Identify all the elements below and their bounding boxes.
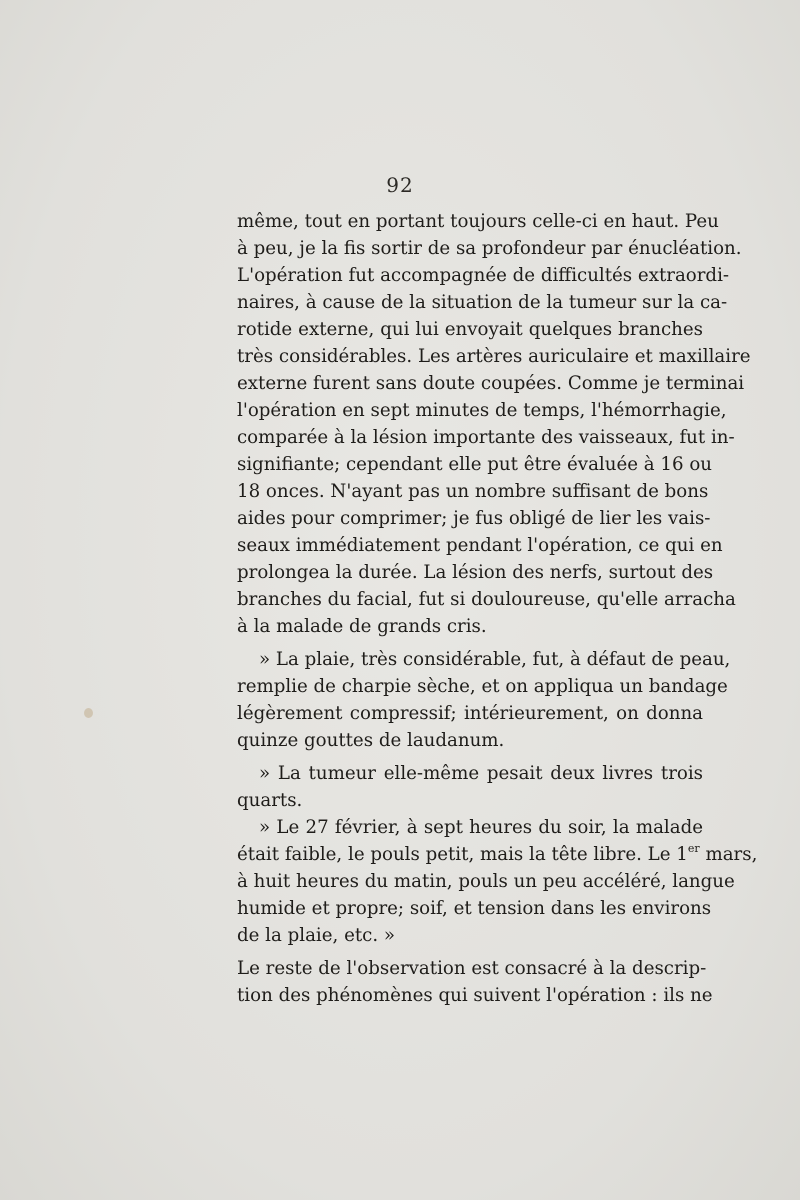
text-line: signifiante; cependant elle put être évaluée à 16 ou xyxy=(237,454,712,475)
text-line xyxy=(237,841,758,868)
text-line: à la malade de grands cris. xyxy=(237,616,487,637)
text-line: naires, à cause de la situation de la tumeur sur la ca- xyxy=(237,292,728,313)
text-line: rotide externe, qui lui envoyait quelques branches xyxy=(237,319,703,340)
text-line: 18 onces. N'ayant pas un nombre suffisant de bons xyxy=(237,481,709,502)
ink-spot xyxy=(84,708,93,718)
text-line: à huit heures du matin, pouls un peu accéléré, langue xyxy=(237,871,735,892)
text-line: » La plaie, très considérable, fut, à défaut de peau, xyxy=(259,649,731,670)
text-line: quarts. xyxy=(237,790,303,811)
text-line: Le reste de l'observation est consacré à la descrip- xyxy=(237,958,707,979)
text-segment: mars, xyxy=(699,844,758,865)
text-line: l'opération en sept minutes de temps, l'hémorrhagie, xyxy=(237,400,727,421)
text-line: » Le 27 février, à sept heures du soir, la malade xyxy=(259,817,703,838)
text-line: prolongea la durée. La lésion des nerfs, surtout des xyxy=(237,562,714,583)
text-line: quinze gouttes de laudanum. xyxy=(237,730,505,751)
text-line: même, tout en portant toujours celle-ci en haut. Peu xyxy=(237,211,719,232)
text-line: de la plaie, etc. » xyxy=(237,925,396,946)
page-number: 92 xyxy=(386,173,414,197)
text-line: seaux immédiatement pendant l'opération, ce qui en xyxy=(237,535,723,556)
text-line: comparée à la lésion importante des vaisseaux, fut in- xyxy=(237,427,735,448)
text-line: humide et propre; soif, et tension dans les environs xyxy=(237,898,712,919)
text-line: aides pour comprimer; je fus obligé de lier les vais- xyxy=(237,508,711,529)
text-line: légèrement compressif; intérieurement, on donna xyxy=(237,703,703,724)
body-text xyxy=(237,208,758,1009)
text-line: tion des phénomènes qui suivent l'opération : ils ne xyxy=(237,985,713,1006)
text-line: externe furent sans doute coupées. Comme je terminai xyxy=(237,373,745,394)
text-line: » La tumeur elle-même pesait deux livres trois xyxy=(259,763,703,784)
text-line: très considérables. Les artères auriculaire et maxillaire xyxy=(237,346,751,367)
text-segment: était faible, le pouls petit, mais la tête libre. Le 1 xyxy=(237,844,688,865)
text-line: branches du facial, fut si douloureuse, qu'elle arracha xyxy=(237,589,736,610)
superscript: er xyxy=(687,842,700,855)
text-line: remplie de charpie sèche, et on appliqua un bandage xyxy=(237,676,728,697)
text-line: L'opération fut accompagnée de difficultés extraordi- xyxy=(237,265,730,286)
text-line: à peu, je la fis sortir de sa profondeur par énucléation. xyxy=(237,238,742,259)
